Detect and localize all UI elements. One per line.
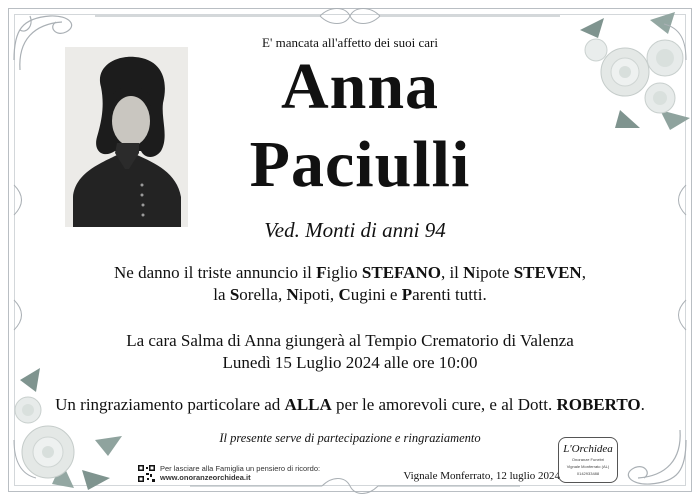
text-run: . [640,395,645,414]
ceremony-line-1: La cara Salma di Anna giungerà al Tempio Crematorio di Valenza [126,331,574,350]
son-name: STEFANO [361,263,441,282]
last-name: Paciulli [249,128,471,201]
top-ornament [95,9,560,24]
portrait-photo [65,47,188,227]
announcement-line-2 [70,284,630,306]
text-run: ugini e [350,285,402,304]
text-run: , [581,263,586,282]
text-run: F [316,263,327,282]
flower-bouquet-bottom-left [15,368,122,490]
footer-note: Il presente serve di partecipazione e ringraziamento [219,431,481,445]
side-scroll-right [679,185,687,330]
subtitle: Ved. Monti di anni 94 [264,218,446,242]
side-scroll-left [14,185,22,330]
text-run: Ne danno il triste annuncio il [114,263,317,282]
corner-scroll-bottom-right [628,430,686,484]
text-run: N [286,285,299,304]
first-name: Anna [280,50,440,123]
flower-bouquet-top-right [580,12,690,130]
text-run: la [213,285,230,304]
portrait-image [65,47,188,227]
text-run: ipote [475,263,514,282]
logo-name: L'Orchidea [563,443,613,455]
ceremony-paragraph [70,330,630,374]
text-run: , il [440,263,464,282]
text-run: arenti tutti. [412,285,487,304]
text-run: ipoti, [298,285,339,304]
qr-caption [160,464,340,482]
qr-caption-line: Per lasciare alla Famiglia un pensiero di ricordo: [160,464,321,473]
logo-line-1: Onoranze Funebri [571,457,605,462]
qr-code-icon[interactable] [138,465,155,482]
text-run: Un ringraziamento particolare ad [55,395,285,414]
corner-scroll-top-left [14,16,72,70]
text-run: per le amorevoli cure, e al Dott. [331,395,557,414]
text-run: ROBERTO [556,395,641,414]
text-run: S [229,285,240,304]
ceremony-line-2: Lunedì 15 Luglio 2024 alle ore 10:00 [222,353,478,372]
grandson-name: STEVEN [513,263,582,282]
text-run: ALLA [284,395,332,414]
announcement-paragraph [70,262,630,306]
text-run: P [401,285,413,304]
place-date: Vignale Monferrato, 12 luglio 2024 [403,470,560,482]
text-run: C [338,285,351,304]
text-run: orella, [239,285,287,304]
qr-caption-url[interactable]: www.onoranzeorchidea.it [160,473,251,482]
logo-line-3: 0142933488 [576,471,600,476]
announcement-line-1 [70,262,630,284]
thanks-paragraph [40,394,660,416]
funeral-home-logo [558,437,618,483]
text-run: iglio [326,263,362,282]
text-run: N [463,263,476,282]
intro-text: E' mancata all'affetto dei suoi cari [262,35,438,50]
logo-line-2: Vignale Monferrato (AL) [566,464,610,469]
